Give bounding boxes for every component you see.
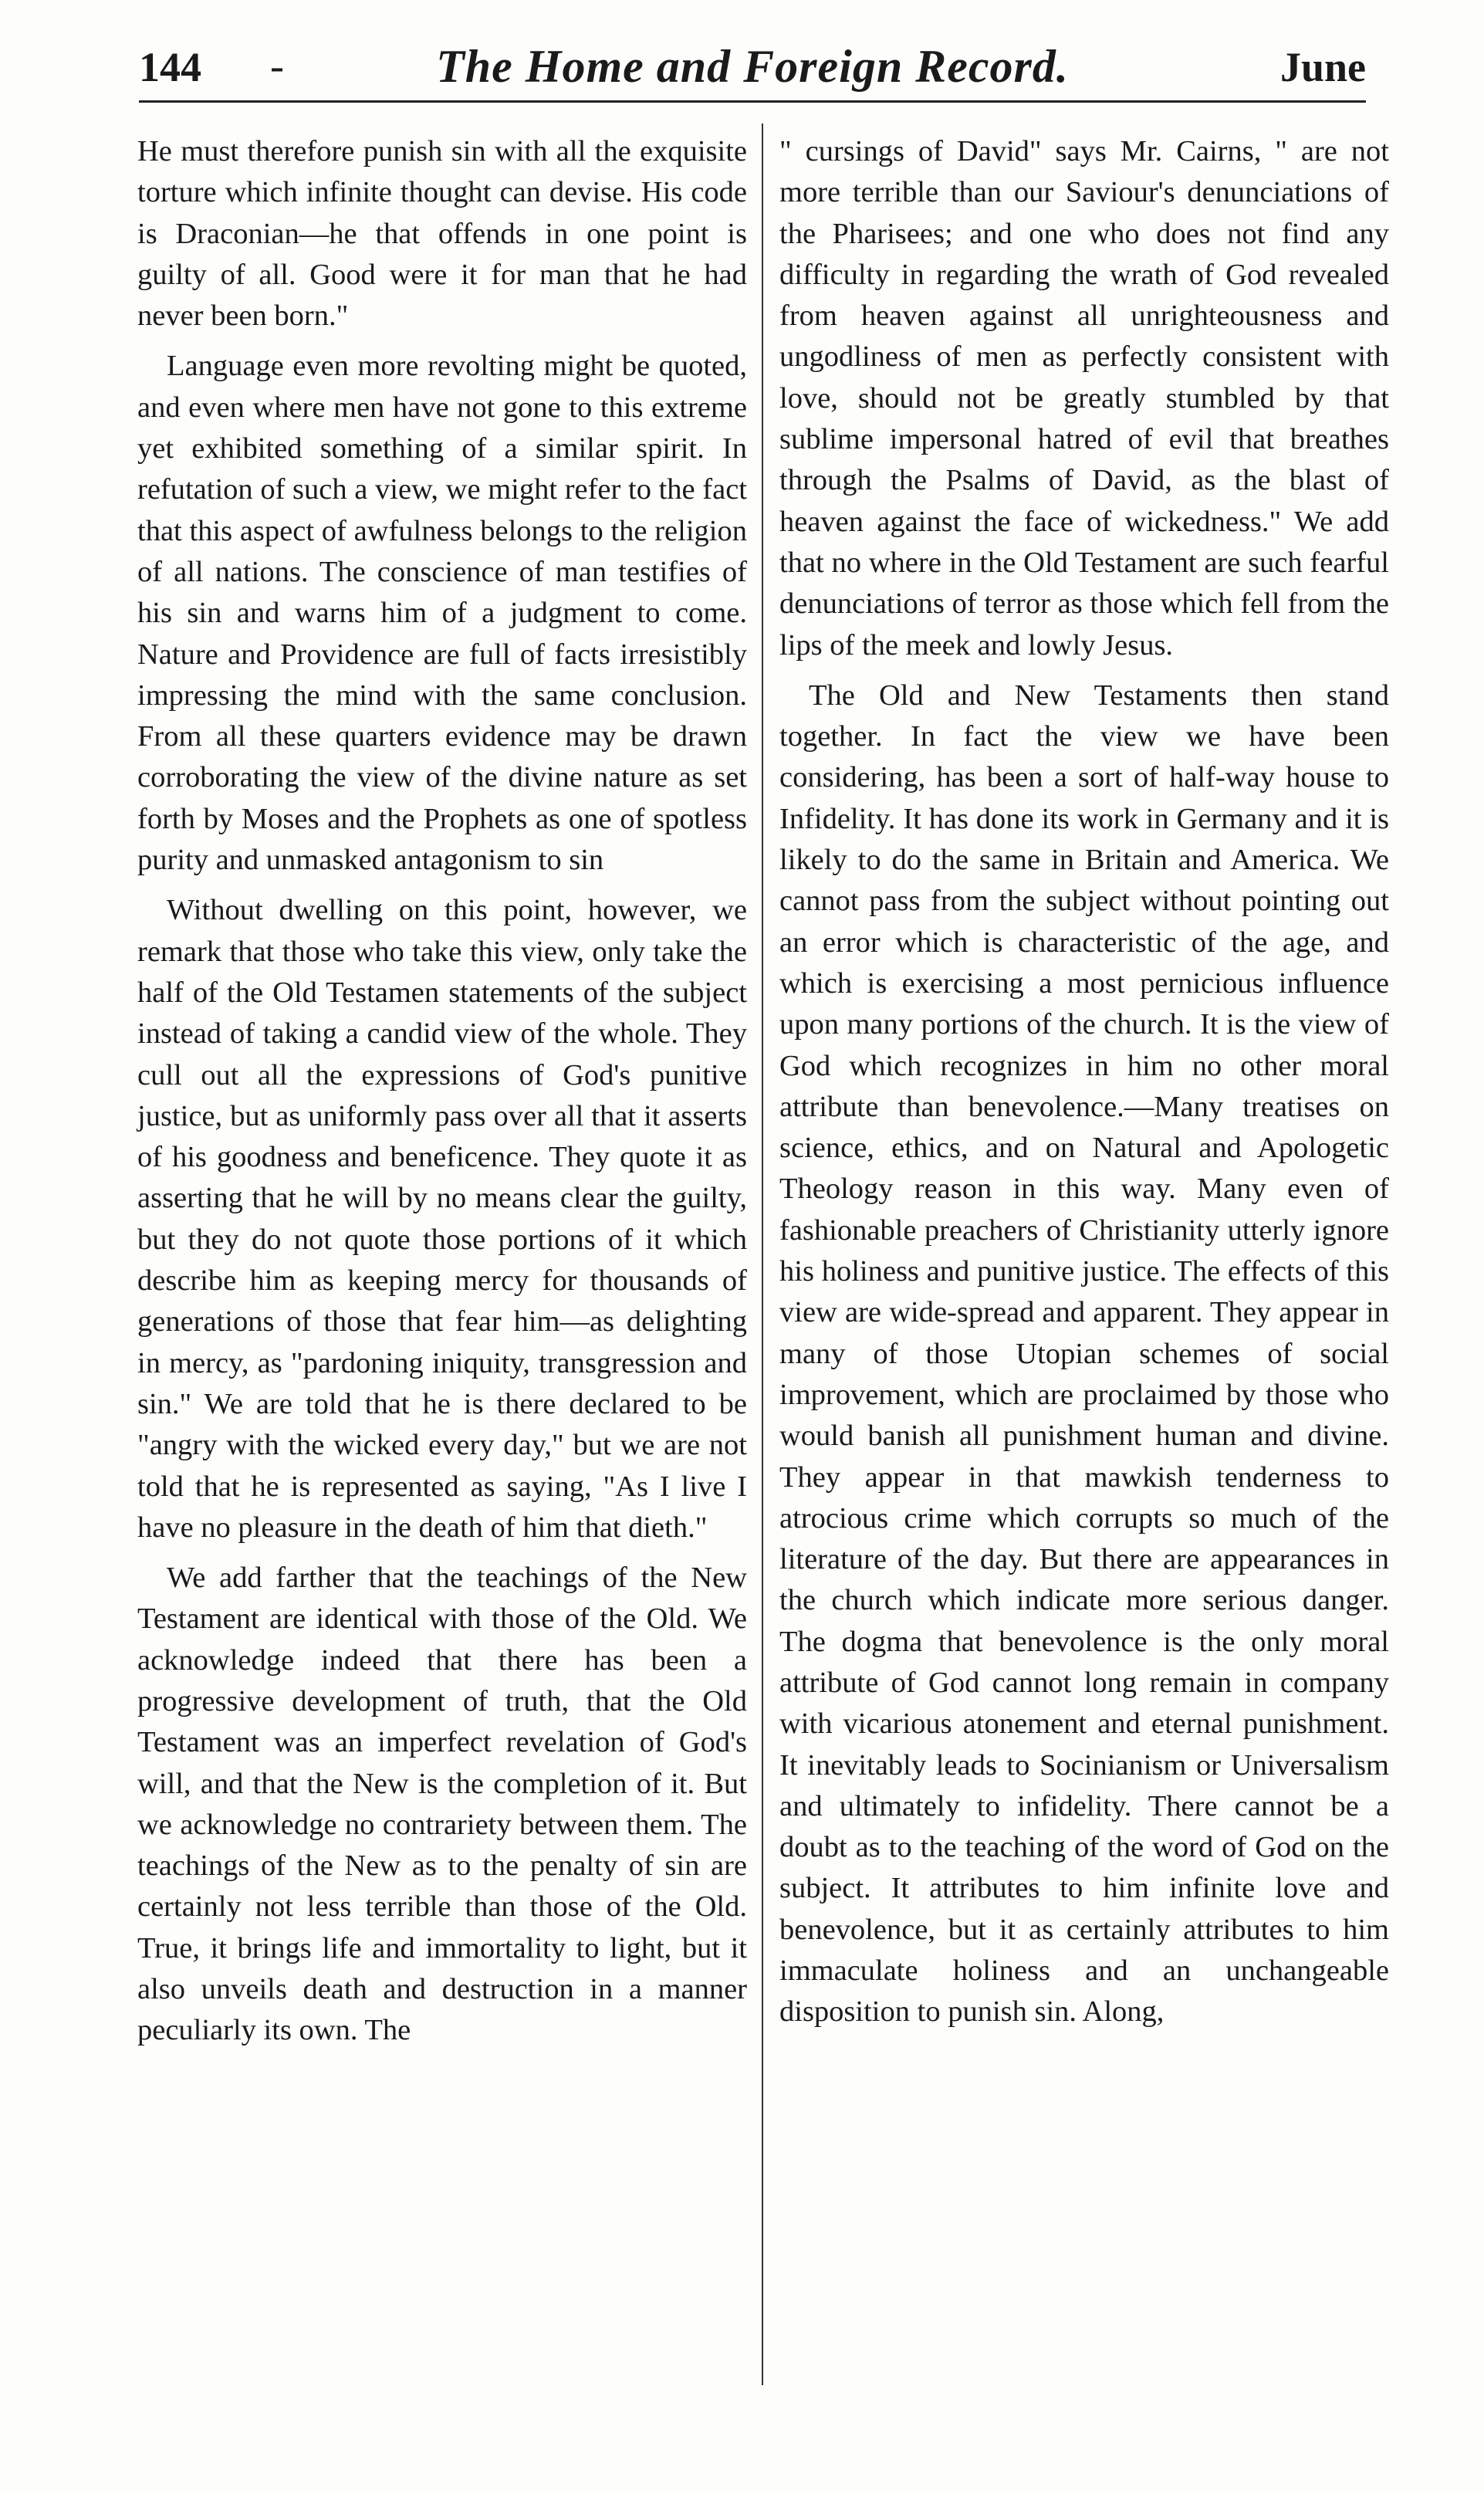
issue-month: June: [1279, 44, 1366, 90]
header-separator: -: [270, 42, 284, 89]
paragraph: He must therefore punish sin with all the exquisite torture which infinite thought can devise. His code is Draconian—he that offends in one point is guilty of all. Good were it for man that he had never been born.": [137, 135, 747, 333]
paragraph: Language even more revolting might be quoted, and even where men have not gone to this extreme yet exhibited something of a similar spirit. In refutation of such a view, we might refer to the fact that this aspect of awfulness belongs to the religion of all nations. The conscience of man testifies of his sin and warns him of a judgment to come. Nature and Providence are full of facts irresistibly impressing the mind with the same conclusion. From all these quarters evidence may be drawn corroborating the view of the divine nature as set forth by Moses and the Prophets as one of spotless purity and unmasked antagonism to sin: [137, 350, 747, 877]
left-column: [137, 131, 747, 2061]
column-divider: [762, 124, 763, 2385]
journal-title: The Home and Foreign Record.: [436, 41, 1069, 92]
paragraph: We add farther that the teachings of the New Testament are identical with those of the Old. We acknowledge indeed that there has been a progressive development of truth, that the Old Testament was an imperfect revelation of God's will, and that the New is the completion of it. But we acknowledge no contrariety between them. The teachings of the New as to the penalty of sin are certainly not less terrible than those of the Old. True, it brings life and immortality to light, but it also unveils death and destruction in a manner peculiarly its own. The: [137, 1562, 747, 2047]
page-number: 144: [139, 44, 201, 90]
paragraph: The Old and New Testaments then stand together. In fact the view we have been considering, has been a sort of half-way house to Infidelity. It has done its work in Germany and it is likely to do the same in Britain and America. We cannot pass from the subject without pointing out an error which is characteristic of the age, and which is exercising a most pernicious influence upon many portions of the church. It is the view of God which recognizes in him no other moral attribute than benevolence.—Many treatises on science, ethics, and on Natural and Apologetic Theology reason in this way. Many even of fashionable preachers of Christianity utterly ignore his holiness and punitive justice. The effects of this view are wide-spread and apparent. They appear in many of those Utopian schemes of social improvement, which are proclaimed by those who would banish all punishment human and divine. They appear in that mawkish tenderness to atrocious crime which corrupts so much of the literature of the day. But there are appearances in the church which indicate more serious danger. The dogma that benevolence is the only moral attribute of God cannot long remain in company with vicarious atonement and eternal punishment. It inevitably leads to Socinianism or Universalism and ultimately to infidelity. There cannot be a doubt as to the teaching of the word of God on the subject. It attributes to him infinite love and benevolence, but it as certainly attributes to him immaculate holiness and an unchangeable disposition to punish sin. Along,: [779, 678, 1389, 2029]
paragraph: " cursings of David" says Mr. Cairns, " are not more terrible than our Saviour's denunciations of the Pharisees; and one who does not find any difficulty in regarding the wrath of God revealed from heaven against all unrighteousness and ungodliness of men as perfectly consistent with love, should not be greatly stumbled by that sublime impersonal hatred of evil that breathes through the Psalms of David, as the blast of heaven against the face of wickedness." We add that no where in the Old Testament are such fearful denunciations of terror as those which fell from the lips of the meek and lowly Jesus.: [779, 135, 1389, 662]
running-header: [139, 31, 1366, 103]
paragraph: Without dwelling on this point, however, we remark that those who take this view, only take the half of the Old Testamen statements of the subject instead of taking a candid view of the whole. They cull out all the expressions of God's punitive justice, but as uniformly pass over all that it asserts of his goodness and beneficence. They quote it as asserting that he will by no means clear the guilty, but they do not quote those portions of it which describe him as keeping mercy for thousands of generations of those that fear him—as delighting in mercy, as "pardoning iniquity, transgression and sin." We are told that he is there declared to be "angry with the wicked every day," but we are not told that he is represented as saying, "As I live I have no pleasure in the death of him that dieth.": [137, 894, 747, 1544]
right-column: [779, 131, 1389, 2042]
